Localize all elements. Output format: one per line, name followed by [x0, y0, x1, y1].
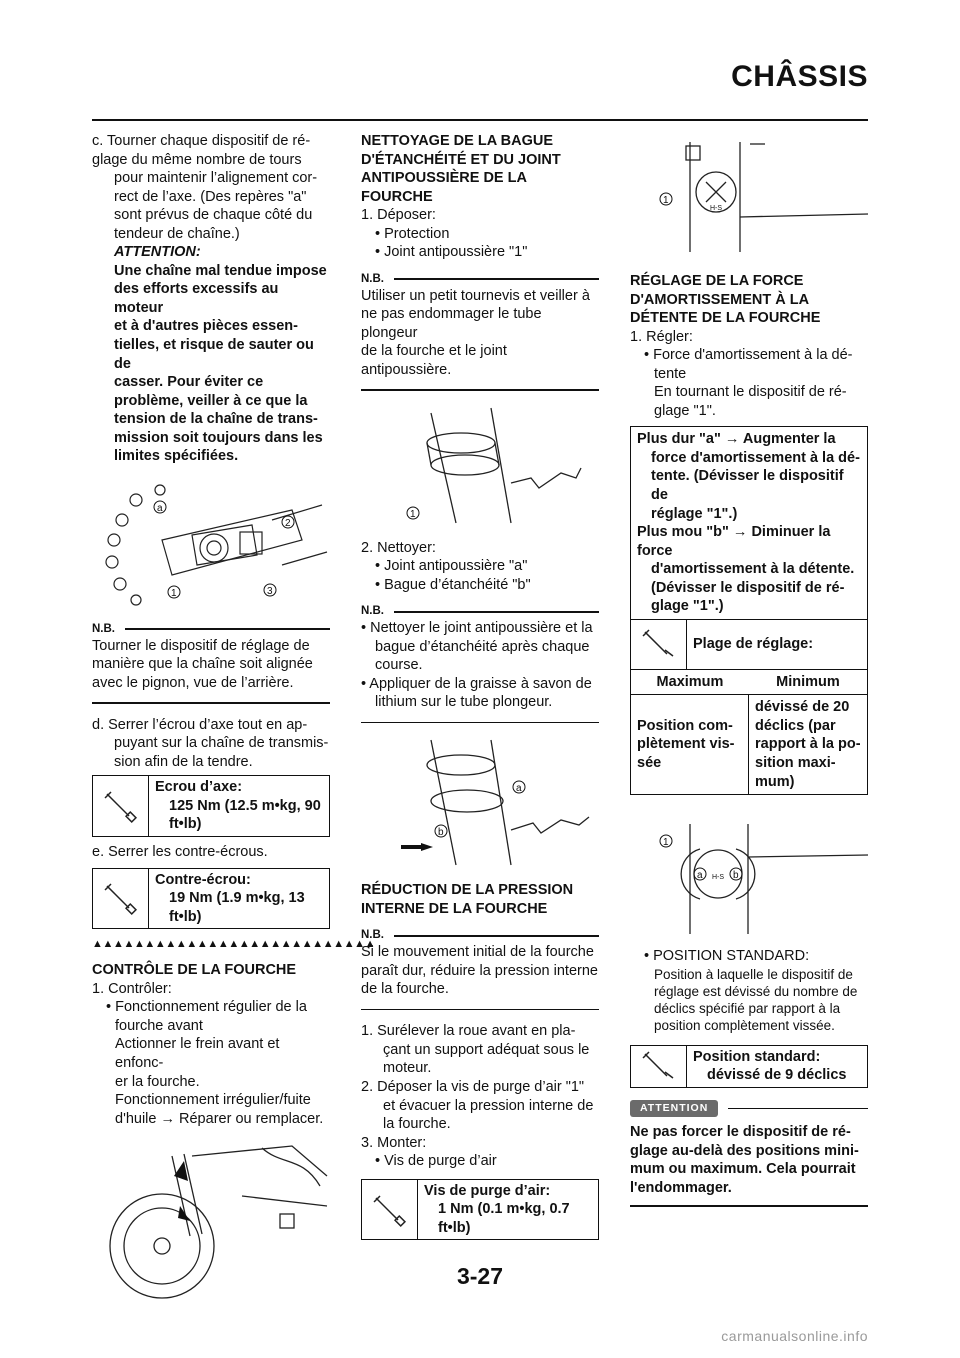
spec-value: dévissé de 9 déclics [707, 1067, 847, 1084]
nb-label: N.B. [92, 622, 115, 635]
adjustment-range-table [630, 620, 868, 795]
note-bullet [361, 619, 599, 675]
note-line: bague d’étanchéité après chaque [375, 638, 590, 655]
box-line: Plus dur "a" → Augmenter la [637, 431, 836, 448]
title-line: FOURCHE [361, 188, 433, 205]
step-c-line: c. Tourner chaque dispositif de ré- [92, 133, 311, 149]
min-value [749, 695, 867, 794]
bullet-line: er la fourche. [115, 1073, 200, 1090]
title-line: INTERNE DE LA FOURCHE [361, 900, 548, 917]
title-line: RÉGLAGE DE LA FORCE [630, 273, 804, 289]
box-line: glage "1".) [651, 598, 724, 615]
header-rule [92, 119, 868, 121]
step-c-body [92, 151, 330, 466]
spec-title: Position standard: [693, 1048, 821, 1065]
note-block [361, 604, 599, 723]
bullet-force-body [630, 365, 868, 421]
cell-line: sition maxi- [755, 755, 836, 772]
step-e: e. Serrer les contre-écrous. [92, 843, 268, 860]
page-number: 3-27 [456, 1263, 504, 1289]
nb-label: N.B. [361, 605, 384, 618]
note-line: paraît dur, réduire la pression interne [361, 962, 598, 979]
step-1: 1. Régler: [630, 328, 693, 345]
range-title: Plage de réglage: [693, 636, 814, 653]
box-line: force d'amortissement à la dé- [651, 449, 860, 466]
cell-line: mum) [755, 773, 795, 790]
step-d [92, 716, 330, 772]
section-title-pressure [361, 881, 599, 918]
label-b: b [438, 827, 444, 839]
note-line: • Nettoyer le joint antipoussière et la [361, 620, 593, 637]
table-row [631, 620, 867, 670]
attention-line: mum ou maximum. Cela pourrait [630, 1161, 856, 1178]
step-line: çant un support adéquat sous le [383, 1041, 590, 1058]
bullet-line: • POSITION STANDARD: [644, 948, 810, 965]
torque-wrench-icon [93, 776, 149, 836]
bullet-line: En tournant le dispositif de ré- [654, 384, 847, 401]
bullet-line: • Vis de purge d’air [375, 1153, 497, 1170]
bullet-line: • Protection [375, 225, 450, 242]
spec-title: Ecrou d’axe: [155, 779, 243, 796]
column-header-max: Maximum [656, 673, 724, 690]
step-line: moteur. [383, 1060, 432, 1077]
warning-line: tension de la chaîne de trans- [114, 411, 318, 428]
page-title: CHÂSSIS [731, 60, 868, 93]
attention-badge: ATTENTION [630, 1100, 718, 1117]
title-line: RÉDUCTION DE LA PRESSION [361, 882, 574, 899]
step-c-line: glage du même nombre de tours [92, 151, 302, 168]
box-line: d'amortissement à la détente. [651, 561, 855, 578]
step-2: 2. Nettoyer: [361, 539, 436, 556]
adjust-direction-box [630, 426, 868, 619]
note-line: • Appliquer de la graisse à savon de [361, 675, 592, 692]
section-title-fork-check: CONTRÔLE DE LA FOURCHE [92, 962, 297, 979]
standard-position-bullet [630, 947, 868, 1035]
note-line: de la fourche. [361, 981, 449, 998]
label-a: a [516, 783, 522, 795]
cell-line: Position com- [637, 717, 733, 734]
label-3: 3 [267, 585, 273, 597]
warning-line: casser. Pour éviter ce [114, 374, 264, 391]
step-c [92, 132, 330, 466]
torque-spec-locknut [92, 868, 330, 930]
bullet-line: • Bague d’étanchéité "b" [375, 576, 531, 593]
cell-line: déclics (par [755, 717, 836, 734]
spec-value: ft•lb) [438, 1219, 471, 1236]
warning-line: et à d'autres pièces essen- [114, 318, 298, 335]
step-raise [361, 1022, 599, 1078]
cell-line: sée [637, 755, 662, 772]
spec-icon-cell [631, 620, 687, 669]
bullet-line: fourche avant [115, 1017, 203, 1034]
step-c-line: pour maintenir l’alignement cor- [114, 170, 318, 187]
bullet-fork [92, 998, 330, 1017]
note-line: de la fourche et le joint antipoussière. [361, 343, 507, 378]
step-remove-screw [361, 1078, 599, 1134]
rebound-adjuster-illustration [630, 132, 868, 266]
box-line: (Dévisser le dispositif de ré- [651, 579, 845, 596]
note-block [361, 272, 599, 391]
torque-wrench-icon [362, 1180, 418, 1240]
attention-line: l'endommager. [630, 1179, 732, 1196]
bullet-line: réglage est dévissé du nombre de [654, 983, 858, 999]
bullet-line: Position à laquelle le dispositif de [654, 966, 853, 982]
bullet-line: • Joint antipoussière "a" [375, 558, 528, 575]
warning-line: mission soit toujours dans les [114, 429, 323, 446]
rebound-direction-illustration [630, 819, 868, 939]
standard-position-spec [630, 1045, 868, 1088]
bullet-line: tente [654, 365, 687, 382]
watermark: carmanualsonline.info [721, 1328, 868, 1344]
step-line: 2. Déposer la vis de purge d’air "1" [361, 1078, 585, 1095]
column-2 [361, 132, 599, 1246]
bullet-line: • Joint antipoussière "1" [375, 244, 528, 261]
spec-value: ft•lb) [169, 816, 202, 833]
box-line: réglage "1".) [651, 505, 738, 522]
bullet-line: position complètement vissée. [654, 1018, 835, 1034]
bullet-force [630, 346, 868, 365]
title-line: DÉTENTE DE LA FOURCHE [630, 310, 821, 327]
step-d-line: sion afin de la tendre. [114, 753, 253, 770]
step-line: et évacuer la pression interne de [383, 1097, 594, 1114]
torque-spec-bleed-screw [361, 1179, 599, 1241]
spec-title: Vis de purge d’air: [424, 1182, 551, 1199]
title-line: NETTOYAGE DE LA BAGUE [361, 133, 554, 149]
spec-value: 125 Nm (12.5 m•kg, 90 [169, 797, 321, 814]
attention-line: glage au-delà des positions mini- [630, 1142, 859, 1159]
step-c-line: sont prévus de chaque côté du [114, 207, 313, 224]
seal-grease-illustration [361, 735, 599, 873]
nb-label: N.B. [361, 272, 384, 285]
label-b: b [733, 870, 739, 882]
table-row [631, 695, 867, 794]
bullet-line: • Force d'amortissement à la dé- [644, 347, 853, 364]
svg-text:H-S: H-S [712, 874, 725, 882]
box-line: tente. (Dévisser le dispositif de [651, 468, 844, 504]
max-value [631, 695, 749, 794]
step-d-line: d. Serrer l’écrou d’axe tout en ap- [92, 716, 308, 733]
dust-seal-illustration [361, 403, 599, 531]
warning-line: limites spécifiées. [114, 448, 239, 465]
note-line: manière que la chaîne soit alignée [92, 656, 313, 673]
warning-line: problème, veiller à ce que la [114, 392, 308, 409]
bullet-line: glage "1". [654, 402, 716, 419]
bullet-fork-body [92, 1017, 330, 1128]
label-a: a [157, 502, 163, 514]
nb-label: N.B. [361, 929, 384, 942]
table-row [631, 670, 867, 696]
note-line: Utiliser un petit tournevis et veiller à [361, 287, 590, 304]
torque-wrench-icon [93, 869, 149, 929]
spec-value: 1 Nm (0.1 m•kg, 0.7 [438, 1201, 570, 1218]
warning-end-marker: ▲▲▲▲▲▲▲▲▲▲▲▲▲▲▲▲▲▲▲▲▲▲▲▲▲▲▲ [92, 938, 376, 951]
step-d-line: puyant sur la chaîne de transmis- [114, 735, 329, 752]
title-line: ANTIPOUSSIÈRE DE LA [361, 170, 527, 187]
cell-line: plètement vis- [637, 736, 735, 753]
title-line: D'AMORTISSEMENT À LA [630, 291, 810, 308]
bullet-line: déclics spécifié par rapport à la [654, 1001, 841, 1017]
spec-title: Contre-écrou: [155, 871, 251, 888]
svg-text:H-S: H-S [710, 205, 723, 212]
wrench-icon [631, 1046, 687, 1087]
step-c-line: tendeur de chaîne.) [114, 225, 240, 242]
warning-line: tielles, et risque de sauter ou de [114, 337, 314, 372]
step-line: la fourche. [383, 1116, 451, 1133]
note-line: course. [375, 657, 423, 674]
note-line: lithium sur le tube plongeur. [375, 694, 553, 711]
label-a: a [697, 870, 703, 882]
note-bullet [361, 675, 599, 712]
warning-line: Une chaîne mal tendue impose [114, 262, 327, 279]
note-block [92, 622, 330, 704]
title-line: D'ÉTANCHÉITÉ ET DU JOINT [361, 151, 561, 168]
step-line: 1. Surélever la roue avant en pla- [361, 1023, 576, 1040]
note-line: ne pas endommager le tube plongeur [361, 306, 542, 341]
cell-line: rapport à la po- [755, 736, 861, 753]
section-title-rebound [630, 272, 868, 328]
spec-value: ft•lb) [169, 908, 202, 925]
cell-line: dévissé de 20 [755, 699, 850, 716]
label-1: 1 [663, 195, 669, 206]
warning-line: des efforts excessifs au moteur [114, 281, 279, 316]
label-2: 2 [285, 517, 291, 529]
column-3 [630, 132, 868, 1207]
column-1 [92, 132, 376, 1286]
label-1: 1 [663, 837, 669, 849]
step-install: 3. Monter: [361, 1134, 427, 1151]
wrench-icon [639, 626, 679, 662]
section-title-cleaning [361, 132, 599, 206]
box-line: Plus mou "b" → Diminuer la force [637, 524, 831, 559]
attention-block [630, 1100, 868, 1207]
step-c-line: rect de l’axe. (Des repères "a" [114, 188, 307, 205]
spec-value: 19 Nm (1.9 m•kg, 13 [169, 890, 305, 907]
note-line: Si le mouvement initial de la fourche [361, 944, 594, 961]
attention-inline: ATTENTION: [114, 244, 201, 261]
bullet-line: Actionner le frein avant et enfonc- [115, 1036, 280, 1071]
note-line: Tourner le dispositif de réglage de [92, 637, 310, 654]
note-line: avec le pignon, vue de l’arrière. [92, 674, 294, 691]
attention-line: Ne pas forcer le dispositif de ré- [630, 1124, 851, 1141]
chain-adjuster-illustration [92, 480, 330, 612]
note-block [361, 928, 599, 1010]
step-1: 1. Déposer: [361, 207, 436, 224]
bullet-line: Fonctionnement irrégulier/fuite [115, 1092, 311, 1109]
torque-spec-axle-nut [92, 775, 330, 837]
bullet-line: d'huile → Réparer ou remplacer. [115, 1110, 324, 1127]
label-1: 1 [171, 587, 177, 599]
bullet-line: • Fonctionnement régulier de la [106, 999, 307, 1016]
label-1: 1 [410, 508, 416, 520]
step-1: 1. Contrôler: [92, 980, 172, 997]
column-header-min: Minimum [776, 673, 840, 690]
